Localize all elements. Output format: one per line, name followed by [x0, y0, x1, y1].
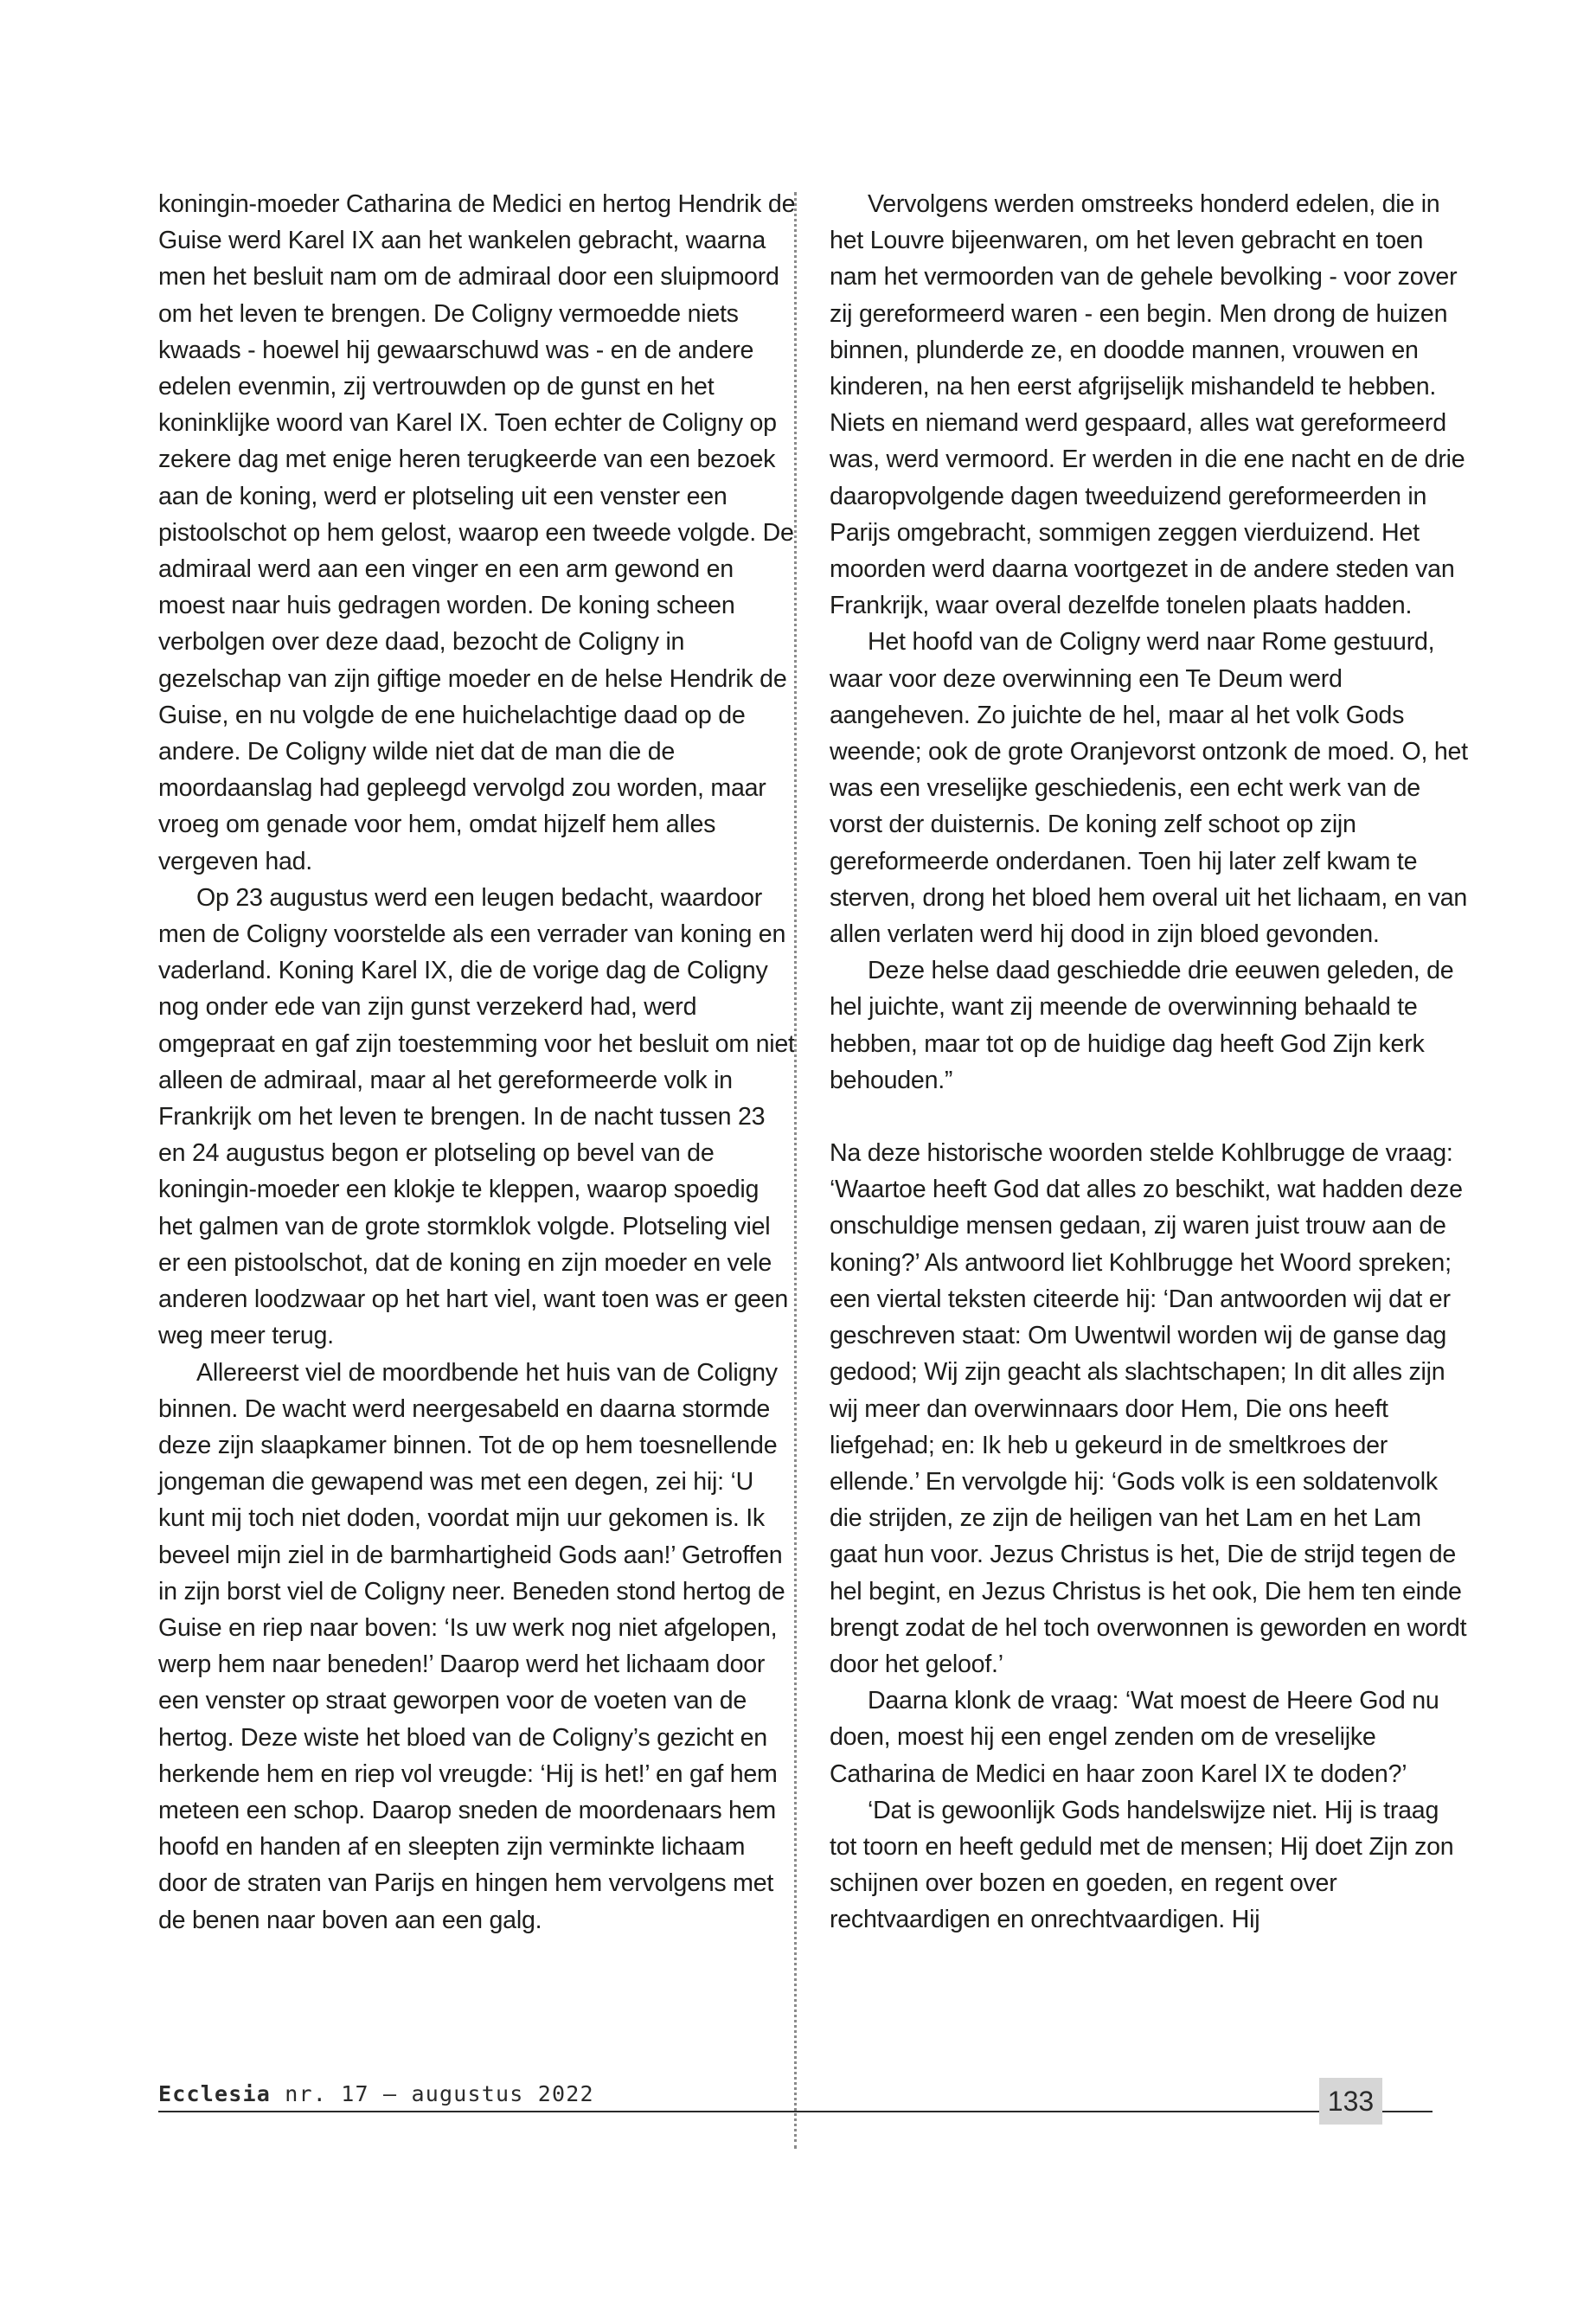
left-column: [158, 186, 797, 1939]
paragraph: Op 23 augustus werd een leugen bedacht, waardoor men de Coligny voorstelde als een verrader van koning en vaderland. Koning Karel IX, die de vorige dag de Coligny nog onder ede van zijn gunst verzekerd had, werd omgepraat en gaf zijn toestemming voor het besluit om niet alleen de admiraal, maar al het gereformeerde volk in Frankrijk om het leven te brengen. In de nacht tussen 23 en 24 augustus begon er plotseling op bevel van de koningin-moeder een klokje te kleppen, waarop spoedig het galmen van de grote stormklok volgde. Plotseling viel er een pistoolschot, dat de koning en zijn moeder en vele anderen loodzwaar op het hart viel, want toen was er geen weg meer terug.: [158, 883, 795, 1350]
footer-brand: Ecclesia: [158, 2081, 272, 2106]
column-divider: [794, 192, 797, 2149]
right-column: [830, 186, 1468, 1939]
paragraph: Daarna klonk de vraag: ‘Wat moest de Heere God nu doen, moest hij een engel zenden om de vreselijke Catharina de Medici en haar zoon Karel IX te doden?’: [830, 1687, 1439, 1788]
paragraph: Vervolgens werden omstreeks honderd edelen, die in het Louvre bijeenwaren, om het leven gebracht en toen nam het vermoorden van de gehele bevolking - voor zover zij gereformeerd waren - een begin. Men drong de huizen binnen, plunderde ze, en doodde mannen, vrouwen en kinderen, na hen eerst afgrijselijk mishandeld te hebben. Niets en niemand werd gespaard, alles wat gereformeerd was, werd vermoord. Er werden in die ene nacht en de drie daaropvolgende dagen tweeduizend gereformeerden in Parijs omgebracht, sommigen zeggen vierduizend. Het moorden werd daarna voortgezet in de andere steden van Frankrijk, waar overal dezelfde tonelen plaats hadden.: [830, 190, 1465, 620]
footer-publication: [158, 2081, 594, 2106]
footer-issue: nr. 17 — augustus 2022: [285, 2081, 594, 2106]
paragraph: Allereerst viel de moordbende het huis van de Coligny binnen. De wacht werd neergesabeld en daarna stormde deze zijn slaapkamer binnen. Tot de op hem toesnellende jongeman die gewapend was met een degen, zei hij: ‘U kunt mij toch niet doden, voordat mijn uur gekomen is. Ik beveel mijn ziel in de barmhartigheid Gods aan!’ Getroffen in zijn borst viel de Coligny neer. Beneden stond hertog de Guise en riep naar boven: ‘Is uw werk nog niet afgelopen, werp hem naar beneden!’ Daarop werd het lichaam door een venster op straat geworpen voor de voeten van de hertog. Deze wiste het bloed van de Coligny’s gezicht en herkende hem en riep vol vreugde: ‘Hij is het!’ en gaf hem meteen een schop. Daarop sneden de moordenaars hem hoofd en handen af en sleepten zijn verminkte lichaam door de straten van Parijs en hingen hem vervolgens met de benen naar boven aan een galg.: [158, 1358, 785, 1934]
footer-rule: [158, 2111, 1433, 2112]
paragraph: Na deze historische woorden stelde Kohlbrugge de vraag: ‘Waartoe heeft God dat alles zo beschikt, wat hadden deze onschuldige mensen gedaan, zij waren juist trouw aan de koning?’ Als antwoord liet Kohlbrugge het Woord spreken; een viertal teksten citeerde hij: ‘Dan antwoorden wij dat er geschreven staat: Om Uwentwil worden wij de ganse dag gedood; Wij zijn geacht als slachtschapen; In dit alles zijn wij meer dan overwinnaars door Hem, Die ons heeft liefgehad; en: Ik heb u gekeurd in de smeltkroes der ellende.’ En vervolgde hij: ‘Gods volk is een soldatenvolk die strijden, ze zijn de heiligen van het Lam en het Lam gaat hun voor. Jezus Christus is het, Die de strijd tegen de hel begint, en Jezus Christus is het ook, Die hem ten einde brengt zodat de hel toch overwonnen is geworden en wordt door het geloof.’: [830, 1139, 1467, 1678]
page-number: 133: [1319, 2078, 1382, 2125]
paragraph: Deze helse daad geschiedde drie eeuwen geleden, de hel juichte, want zij meende de overwinning behaald te hebben, maar tot op de huidige dag heeft God Zijn kerk behouden.”: [830, 957, 1454, 1094]
paragraph: koningin-moeder Catharina de Medici en hertog Hendrik de Guise werd Karel IX aan het wankelen gebracht, waarna men het besluit nam om de admiraal door een sluipmoord om het leven te brengen. De Coligny vermoedde niets kwaads - hoewel hij gewaarschuwd was - en de andere edelen evenmin, zij vertrouwden op de gunst en het koninklijke woord van Karel IX. Toen echter de Coligny op zekere dag met enige heren terugkeerde van een bezoek aan de koning, werd er plotseling uit een venster een pistoolschot op hem gelost, waarop een tweede volgde. De admiraal werd aan een vinger en een arm gewond en moest naar huis gedragen worden. De koning scheen verbolgen over deze daad, bezocht de Coligny in gezelschap van zijn giftige moeder en de helse Hendrik de Guise, en nu volgde de ene huichelachtige daad op de andere. De Coligny wilde niet dat de man die de moordaanslag had gepleegd vervolgd zou worden, maar vroeg om genade voor hem, omdat hijzelf hem alles vergeven had.: [158, 190, 796, 875]
paragraph: Het hoofd van de Coligny werd naar Rome gestuurd, waar voor deze overwinning een Te Deum werd aangeheven. Zo juichte de hel, maar al het volk Gods weende; ook de grote Oranjevorst ontzonk de moed. O, het was een vreselijke geschiedenis, een echt werk van de vorst der duisternis. De koning zelf schoot op zijn gereformeerde onderdanen. Toen hij later zelf kwam te sterven, drong het bloed hem overal uit het lichaam, en van allen verlaten werd hij dood in zijn bloed gevonden.: [830, 628, 1468, 949]
paragraph: ‘Dat is gewoonlijk Gods handelswijze niet. Hij is traag tot toorn en heeft geduld met de mensen; Hij doet Zijn zon schijnen over bozen en goeden, en regent over rechtvaardigen en onrechtvaardigen. Hij: [830, 1796, 1454, 1934]
